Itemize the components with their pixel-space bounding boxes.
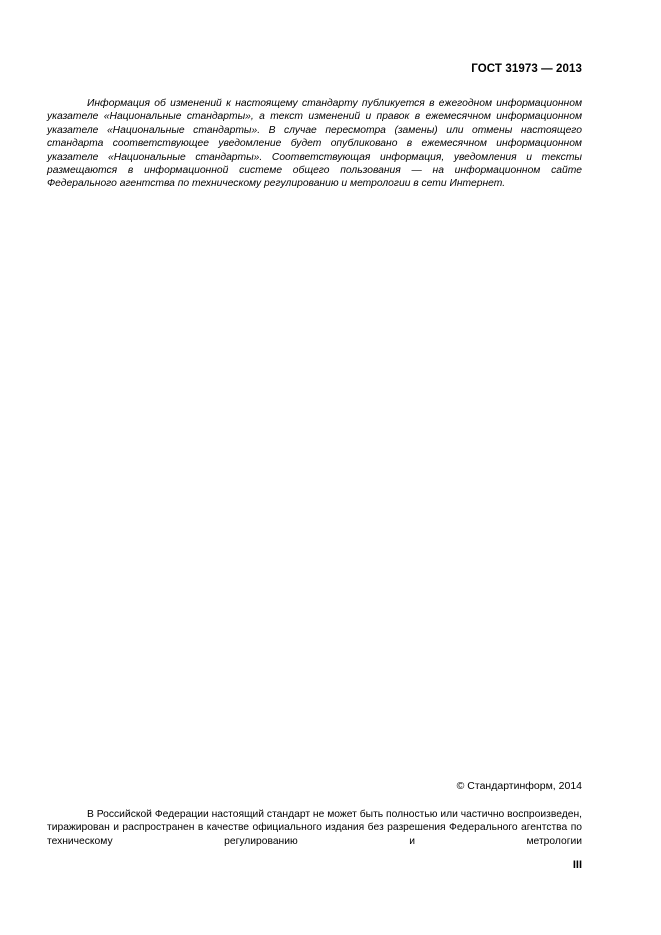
reproduction-restriction-paragraph: В Российской Федерации настоящий стандарт не может быть полностью или частично воспроизведен, тиражирован и распространен в качестве официального издания без разрешения Федерального агентства по техническому регулированию и метрологии: [47, 809, 582, 847]
amendments-info-paragraph: Информация об изменений к настоящему стандарту публикуется в ежегодном информационном указателе «Национальные стандарты», а текст изменений и правок в ежемесячном информационном указателе «Национальные стандарты». В случае пересмотра (замены) или отмены настоящего стандарта соответствующее уведомление будет опубликовано в ежемесячном информационном указателе «Национальные стандарты». Соответствующая информация, уведомления и тексты размещаются в информационной системе общего пользования — на информационном сайте Федерального агентства по техническому регулированию и метрологии в сети Интернет.: [47, 98, 582, 190]
copyright-notice: © Стандартинформ, 2014: [456, 780, 582, 792]
page-number: III: [572, 859, 582, 871]
standard-code-header: ГОСТ 31973 — 2013: [471, 63, 582, 75]
